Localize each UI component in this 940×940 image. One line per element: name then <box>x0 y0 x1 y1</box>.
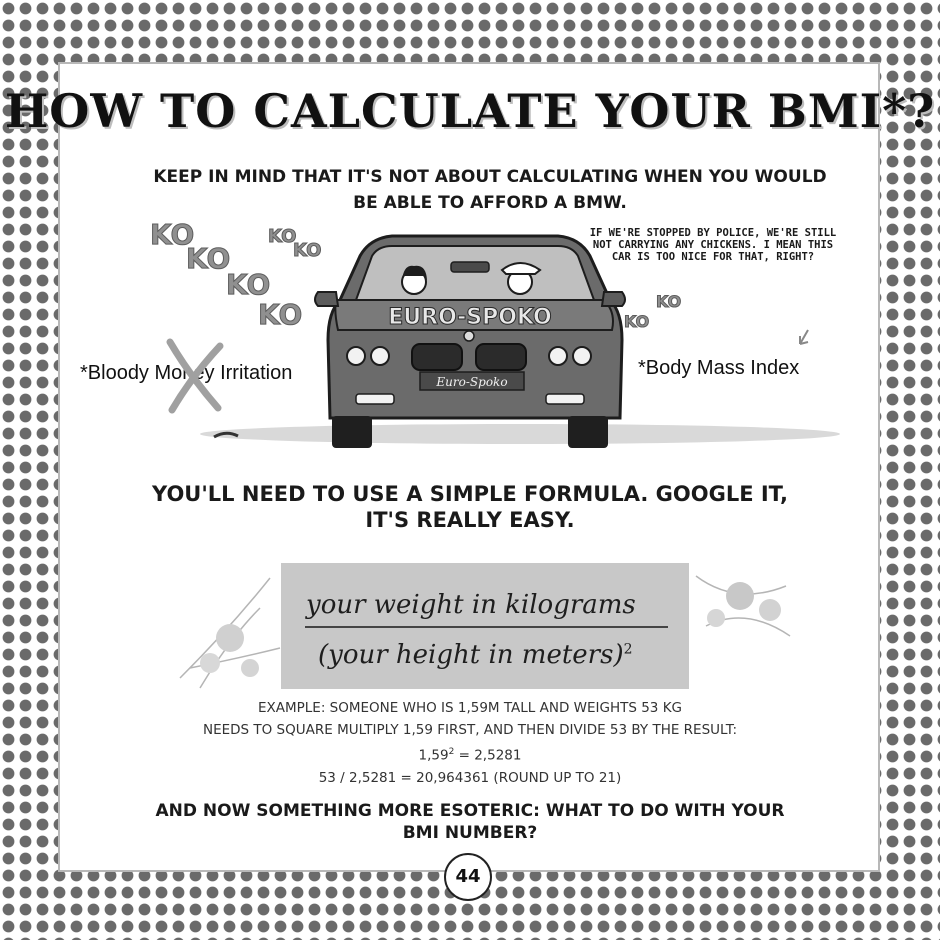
subtitle-note: KEEP IN MIND THAT IT'S NOT ABOUT CALCULATING WHEN YOU WOULD BE ABLE TO AFFORD A BMW. <box>153 167 827 213</box>
flower-decoration-right <box>686 566 796 656</box>
right-mirror <box>602 292 625 306</box>
ko-sound-9: KO <box>624 312 650 331</box>
ko-sound-3: KO <box>293 240 322 261</box>
ko-sound-6: KO <box>258 298 303 331</box>
ko-sound-5: KO <box>226 268 271 301</box>
footnote-right-meaning: *Body Mass Index <box>638 357 800 379</box>
wheel-left <box>332 416 372 448</box>
ko-sound-10: KO <box>656 292 682 311</box>
kidney-grille-left <box>412 344 462 370</box>
ko-sound-4: KO <box>186 242 231 275</box>
driver-girl <box>402 266 427 294</box>
fog-light-right <box>546 394 584 404</box>
formula-numerator: your weight in kilograms <box>306 590 636 620</box>
example-exponent: 2 <box>448 747 455 757</box>
example-line-4: 53 / 2,5281 = 20,964361 (ROUND UP TO 21) <box>318 769 622 786</box>
car-shadow <box>200 424 840 444</box>
fog-light-left <box>356 394 394 404</box>
police-speech-note: IF WE'RE STOPPED BY POLICE, WE'RE STILL NOT CARRYING ANY CHICKENS. I MEAN THIS CAR IS TOO NICE FOR THAT, RIGHT? <box>589 227 837 263</box>
cross-out-mark <box>160 336 230 416</box>
car-windshield <box>356 246 594 300</box>
bmw-emblem <box>464 331 474 341</box>
arrow-icon <box>800 330 808 344</box>
page-title: HOW TO CALCULATE YOUR BMI*? <box>4 84 936 138</box>
worked-example <box>100 697 840 789</box>
headlight-right-outer <box>573 347 591 365</box>
example-line-2: NEEDS TO SQUARE MULTIPLY 1,59 FIRST, AND THEN DIVIDE 53 BY THE RESULT: <box>202 722 738 738</box>
rearview-mirror <box>451 262 489 272</box>
left-mirror <box>315 292 338 306</box>
headlight-right-inner <box>549 347 567 365</box>
example-line-1: EXAMPLE: SOMEONE WHO IS 1,59M TALL AND WEIGHTS 53 KG <box>257 700 683 716</box>
example-line-3 <box>100 741 840 767</box>
formula-denominator <box>318 640 633 670</box>
esoteric-question: AND NOW SOMETHING MORE ESOTERIC: WHAT TO DO WITH YOUR BMI NUMBER? <box>155 801 785 843</box>
kidney-grille-right <box>476 344 526 370</box>
headlight-left-inner <box>371 347 389 365</box>
ko-sound-2: KO <box>268 226 297 247</box>
ko-sound-1: KO <box>150 218 195 251</box>
license-plate-text: Euro-Spoko <box>436 375 508 389</box>
formula-denominator-text: (your height in meters) <box>318 640 624 670</box>
formula-instruction: YOU'LL NEED TO USE A SIMPLE FORMULA. GOOGLE IT, IT'S REALLY EASY. <box>152 482 788 532</box>
formula-exponent: 2 <box>623 641 633 658</box>
footnote-wrong-meaning: *Bloody Money Irritation <box>80 362 293 384</box>
example-result: = 2,5281 <box>454 747 522 764</box>
wheel-right <box>568 416 608 448</box>
headlight-left-outer <box>347 347 365 365</box>
fraction-bar <box>305 626 668 628</box>
page-number: 44 <box>444 853 492 901</box>
flower-decoration-left <box>170 568 290 692</box>
windshield-banner-text: EURO-SPOKO <box>388 305 552 330</box>
example-base: 1,59 <box>418 747 449 764</box>
